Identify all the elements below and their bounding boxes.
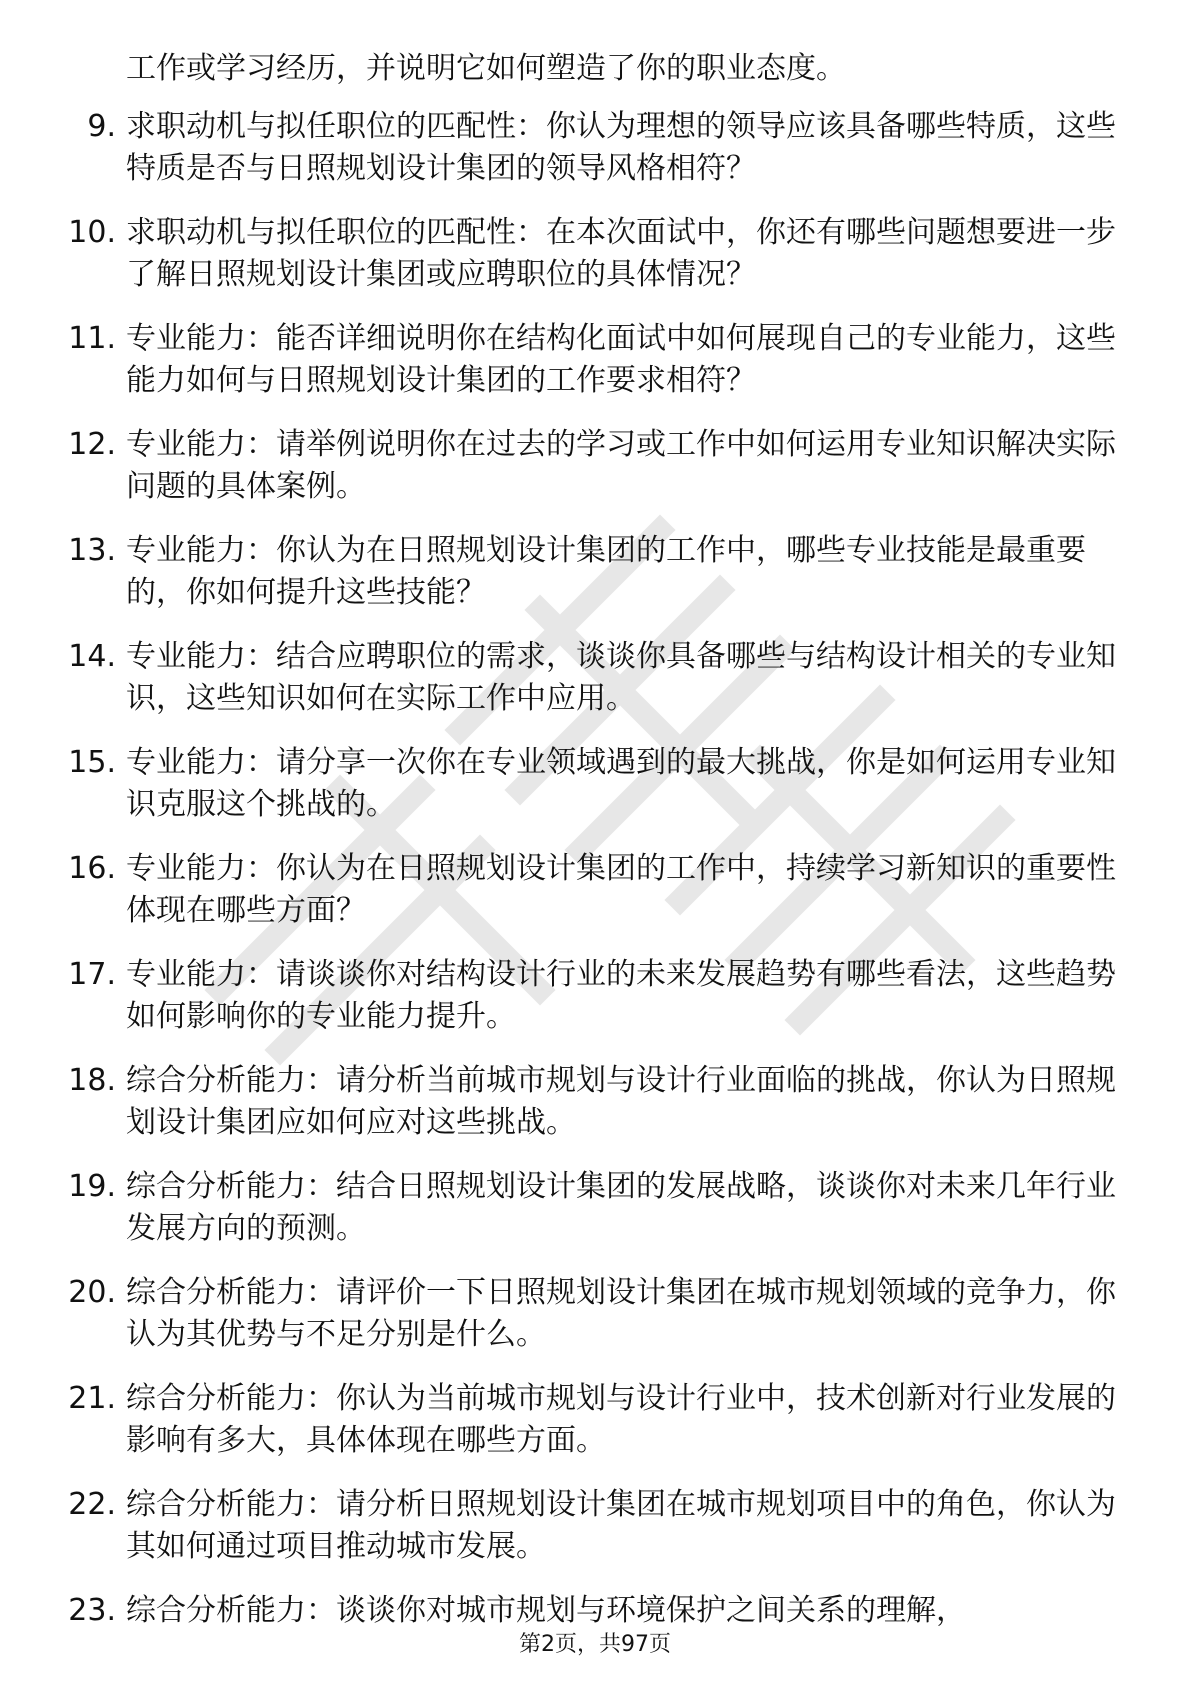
question-text: 综合分析能力：请分析日照规划设计集团在城市规划项目中的角色，你认为其如何通过项目推动城市发展。 — [126, 1487, 1116, 1564]
question-item — [0, 742, 1190, 848]
question-item — [0, 530, 1190, 636]
question-text: 专业能力：请分享一次你在专业领域遇到的最大挑战，你是如何运用专业知识克服这个挑战的。 — [126, 745, 1116, 822]
question-number: 11. — [68, 321, 116, 356]
question-text: 综合分析能力：谈谈你对城市规划与环境保护之间关系的理解， — [126, 1593, 966, 1628]
question-item — [0, 1378, 1190, 1484]
continuation-text: 工作或学习经历，并说明它如何塑造了你的职业态度。 — [126, 51, 846, 86]
question-list — [0, 106, 1190, 1696]
question-text: 综合分析能力：请评价一下日照规划设计集团在城市规划领域的竞争力，你认为其优势与不足分别是什么。 — [126, 1275, 1116, 1352]
question-item — [0, 954, 1190, 1060]
question-item — [0, 212, 1190, 318]
question-text: 综合分析能力：请分析当前城市规划与设计行业面临的挑战，你认为日照规划设计集团应如何应对这些挑战。 — [126, 1063, 1116, 1140]
question-number: 22. — [68, 1487, 116, 1522]
question-number: 15. — [68, 745, 116, 780]
question-item — [0, 424, 1190, 530]
question-text: 综合分析能力：结合日照规划设计集团的发展战略，谈谈你对未来几年行业发展方向的预测。 — [126, 1169, 1116, 1246]
question-text: 专业能力：你认为在日照规划设计集团的工作中，持续学习新知识的重要性体现在哪些方面？ — [126, 851, 1116, 928]
page-footer: 第2页，共97页 — [519, 1632, 671, 1657]
question-text: 专业能力：能否详细说明你在结构化面试中如何展现自己的专业能力，这些能力如何与日照规划设计集团的工作要求相符？ — [126, 321, 1116, 398]
question-item — [0, 848, 1190, 954]
question-text: 求职动机与拟任职位的匹配性：在本次面试中，你还有哪些问题想要进一步了解日照规划设计集团或应聘职位的具体情况？ — [126, 215, 1116, 292]
question-number: 12. — [68, 427, 116, 462]
question-number: 10. — [68, 215, 116, 250]
question-text: 专业能力：结合应聘职位的需求，谈谈你具备哪些与结构设计相关的专业知识，这些知识如何在实际工作中应用。 — [126, 639, 1116, 716]
question-item — [0, 1060, 1190, 1166]
question-item — [0, 636, 1190, 742]
question-number: 21. — [68, 1381, 116, 1416]
question-number: 20. — [68, 1275, 116, 1310]
question-number: 23. — [68, 1593, 116, 1628]
question-item — [0, 106, 1190, 212]
question-number: 9. — [87, 109, 116, 144]
question-text: 专业能力：请谈谈你对结构设计行业的未来发展趋势有哪些看法，这些趋势如何影响你的专业能力提升。 — [126, 957, 1116, 1034]
question-text: 求职动机与拟任职位的匹配性：你认为理想的领导应该具备哪些特质，这些特质是否与日照规划设计集团的领导风格相符？ — [126, 109, 1116, 186]
question-item — [0, 1272, 1190, 1378]
question-number: 13. — [68, 533, 116, 568]
question-number: 14. — [68, 639, 116, 674]
question-number: 18. — [68, 1063, 116, 1098]
question-number: 17. — [68, 957, 116, 992]
question-number: 19. — [68, 1169, 116, 1204]
question-text: 专业能力：请举例说明你在过去的学习或工作中如何运用专业知识解决实际问题的具体案例。 — [126, 427, 1116, 504]
question-number: 16. — [68, 851, 116, 886]
question-text: 综合分析能力：你认为当前城市规划与设计行业中，技术创新对行业发展的影响有多大，具体体现在哪些方面。 — [126, 1381, 1116, 1458]
question-item — [0, 1166, 1190, 1272]
question-item — [0, 1484, 1190, 1590]
question-item — [0, 318, 1190, 424]
question-text: 专业能力：你认为在日照规划设计集团的工作中，哪些专业技能是最重要的，你如何提升这些技能？ — [126, 533, 1086, 610]
